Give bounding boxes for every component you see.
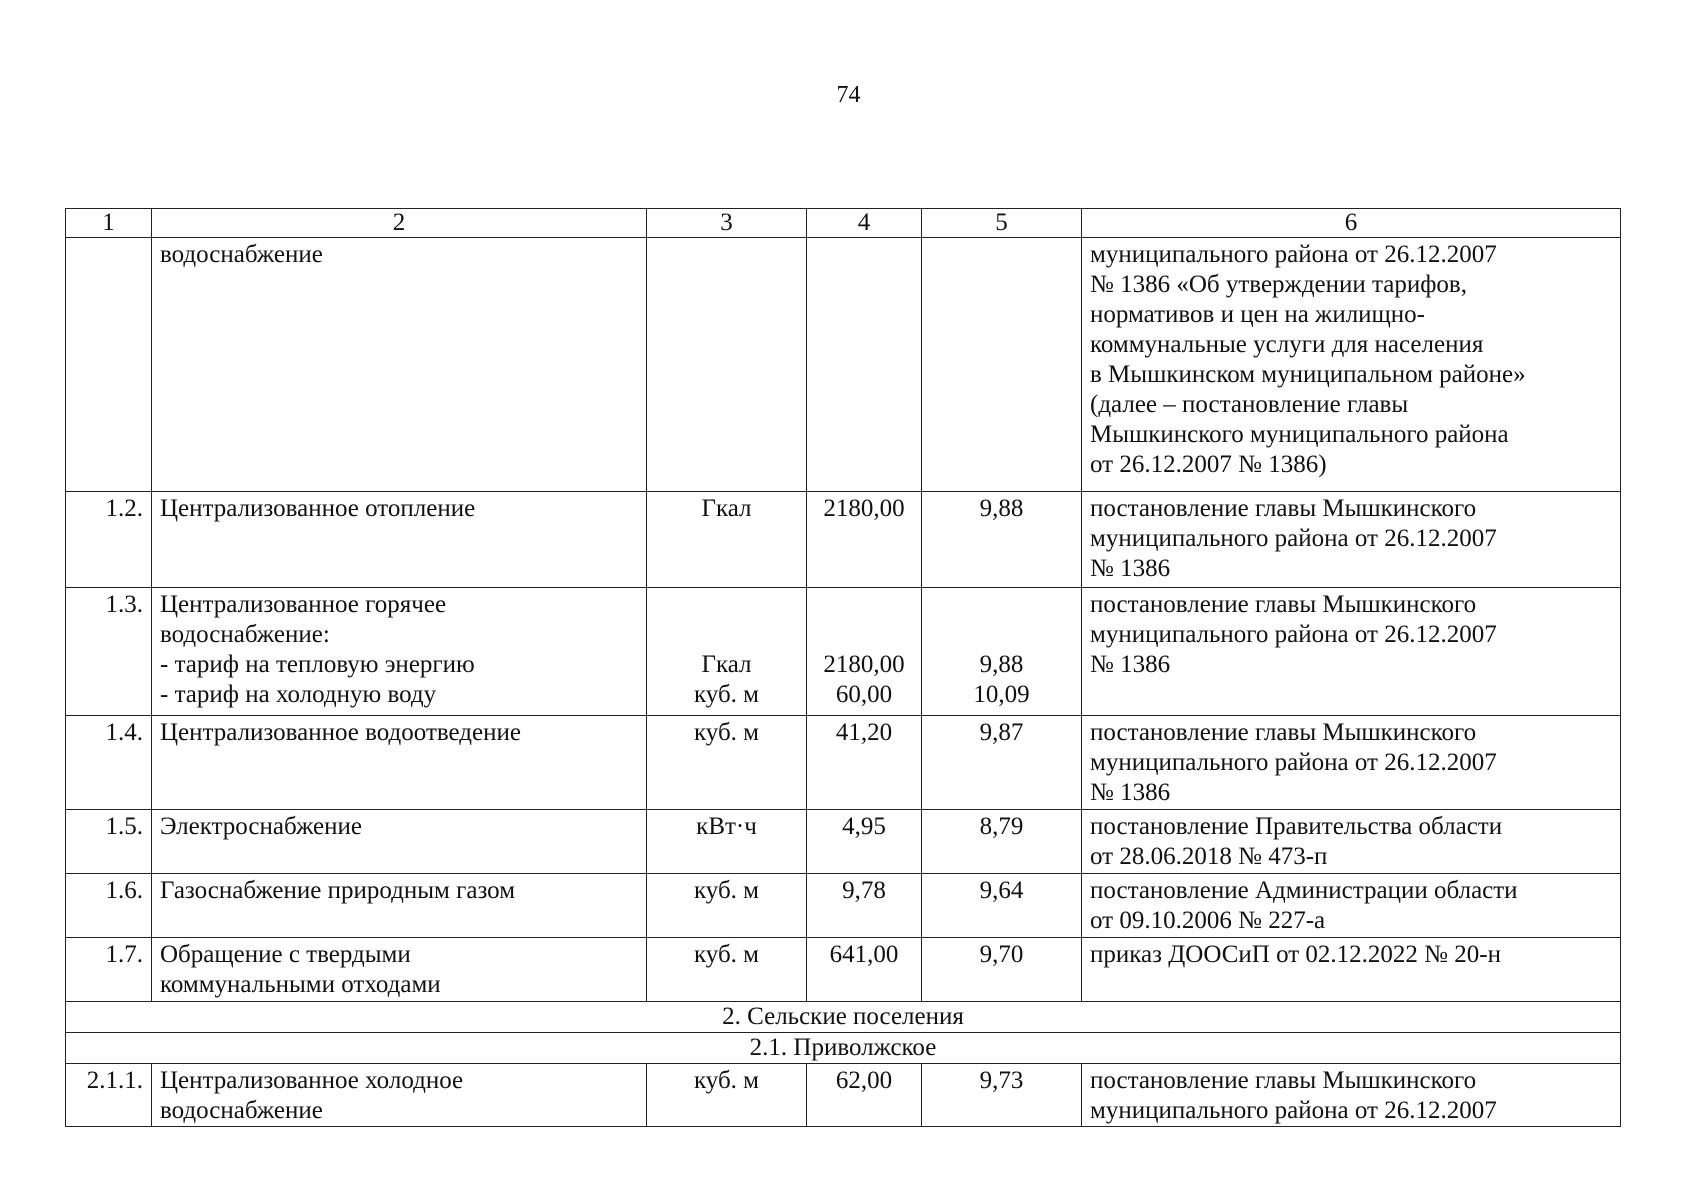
- row-number: 1.4.: [66, 716, 152, 810]
- volume: [807, 238, 922, 492]
- volume: 4,95: [807, 810, 922, 874]
- legal-document: постановление Администрации области от 09.10.2006 № 227-а: [1082, 874, 1621, 938]
- service-name: водоснабжение: [152, 238, 647, 492]
- volume: 41,20: [807, 716, 922, 810]
- volume: 62,00: [807, 1064, 922, 1127]
- header-cell-6: 6: [1082, 209, 1621, 238]
- percent: 9,64: [922, 874, 1082, 938]
- table-row: [66, 492, 1621, 588]
- table-row: [66, 1064, 1621, 1127]
- header-cell-5: 5: [922, 209, 1082, 238]
- unit: куб. м: [647, 1064, 807, 1127]
- volume: 9,78: [807, 874, 922, 938]
- legal-document: постановление главы Мышкинского муниципального района от 26.12.2007: [1082, 1064, 1621, 1127]
- percent: 9,87: [922, 716, 1082, 810]
- table-row: [66, 938, 1621, 1002]
- table-row: [66, 238, 1621, 492]
- subsection-title: 2.1. Приволжское: [66, 1033, 1621, 1064]
- header-cell-1: 1: [66, 209, 152, 238]
- percent: [922, 238, 1082, 492]
- legal-document: приказ ДООСиП от 02.12.2022 № 20-н: [1082, 938, 1621, 1002]
- service-name: Газоснабжение природным газом: [152, 874, 647, 938]
- percent: 8,79: [922, 810, 1082, 874]
- legal-document: постановление главы Мышкинского муниципального района от 26.12.2007 № 1386: [1082, 588, 1621, 716]
- legal-document: постановление Правительства области от 28.06.2018 № 473-п: [1082, 810, 1621, 874]
- row-number: 1.6.: [66, 874, 152, 938]
- service-name: Обращение с твердыми коммунальными отходами: [152, 938, 647, 1002]
- percent: 9,88: [922, 492, 1082, 588]
- unit: Гкал куб. м: [647, 588, 807, 716]
- table-row: [66, 588, 1621, 716]
- header-cell-2: 2: [152, 209, 647, 238]
- section-row: [66, 1002, 1621, 1033]
- unit: [647, 238, 807, 492]
- table-row: [66, 874, 1621, 938]
- volume: 2180,00 60,00: [807, 588, 922, 716]
- percent: 9,73: [922, 1064, 1082, 1127]
- service-name: Централизованное отопление: [152, 492, 647, 588]
- unit: куб. м: [647, 938, 807, 1002]
- volume: 641,00: [807, 938, 922, 1002]
- row-number: 2.1.1.: [66, 1064, 152, 1127]
- header-cell-4: 4: [807, 209, 922, 238]
- legal-document: постановление главы Мышкинского муниципального района от 26.12.2007 № 1386: [1082, 716, 1621, 810]
- percent: 9,70: [922, 938, 1082, 1002]
- unit: куб. м: [647, 716, 807, 810]
- row-number: [66, 238, 152, 492]
- table-row: [66, 716, 1621, 810]
- page-number: 74: [836, 82, 861, 108]
- row-number: 1.7.: [66, 938, 152, 1002]
- service-name: Централизованное холодное водоснабжение: [152, 1064, 647, 1127]
- header-row: [66, 209, 1621, 238]
- row-number: 1.3.: [66, 588, 152, 716]
- section-title: 2. Сельские поселения: [66, 1002, 1621, 1033]
- service-name: Централизованное водоотведение: [152, 716, 647, 810]
- service-name: Централизованное горячее водоснабжение: - тариф на тепловую энергию - тариф на холодную воду: [152, 588, 647, 716]
- legal-document: муниципального района от 26.12.2007 № 1386 «Об утверждении тарифов, нормативов и цен на жилищно- коммунальные услуги для населения в Мышкинском муниципальном районе» (далее – постановление главы Мышкинского муниципального района от 26.12.2007 № 1386): [1082, 238, 1621, 492]
- subsection-row: [66, 1033, 1621, 1064]
- tariff-table: [65, 208, 1621, 1127]
- table-row: [66, 810, 1621, 874]
- legal-document: постановление главы Мышкинского муниципального района от 26.12.2007 № 1386: [1082, 492, 1621, 588]
- percent: 9,88 10,09: [922, 588, 1082, 716]
- service-name: Электроснабжение: [152, 810, 647, 874]
- row-number: 1.5.: [66, 810, 152, 874]
- unit: Гкал: [647, 492, 807, 588]
- row-number: 1.2.: [66, 492, 152, 588]
- volume: 2180,00: [807, 492, 922, 588]
- unit: куб. м: [647, 874, 807, 938]
- header-cell-3: 3: [647, 209, 807, 238]
- unit: кВт·ч: [647, 810, 807, 874]
